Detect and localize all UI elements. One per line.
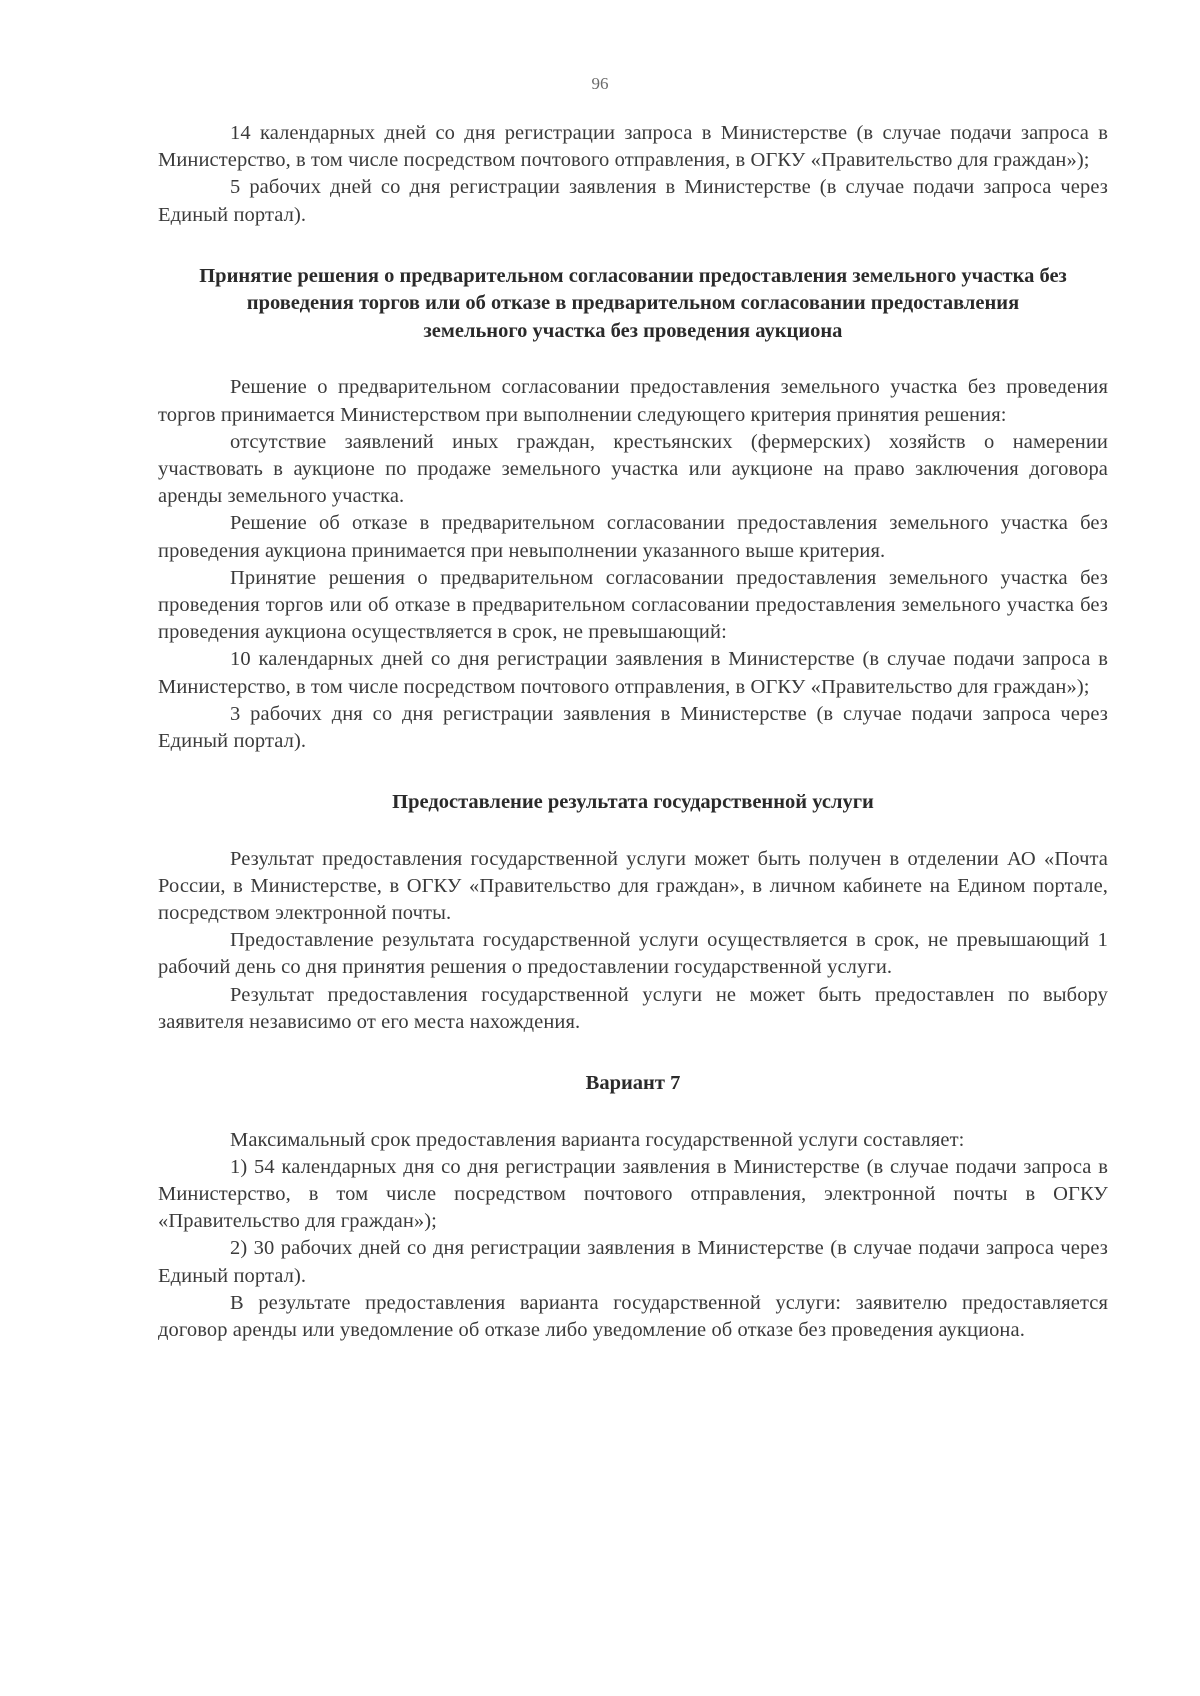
paragraph: Предоставление результата государственной услуги осуществляется в срок, не превышающий 1 рабочий день со дня принятия решения о предоставлении государственной услуги. [158,929,1108,979]
section-heading-result: Предоставление результата государственной услуги [392,791,874,814]
paragraph: Максимальный срок предоставления варианта государственной услуги составляет: [230,1128,965,1151]
paragraph: Принятие решения о предварительном согласовании предоставления земельного участка без проведения торгов или об отказе в предварительном согласовании предоставления земельного участка без проведения аукциона осуществляется в срок, не превышающий: [158,566,1108,644]
page-number: 96 [591,74,609,93]
paragraph: 14 календарных дней со дня регистрации запроса в Министерстве (в случае подачи запроса в Министерство, в том числе посредством почтового отправления, в ОГКУ «Правительство для граждан»); [158,122,1108,172]
paragraph: 1) 54 календарных дня со дня регистрации заявления в Министерстве (в случае подачи запроса в Министерство, в том числе посредством почтового отправления, электронной почты в ОГКУ «Правительство для граждан»); [158,1155,1108,1233]
paragraph: 10 календарных дней со дня регистрации заявления в Министерстве (в случае подачи запроса в Министерство, в том числе посредством почтового отправления, в ОГКУ «Правительство для граждан»); [158,648,1108,698]
paragraph: 2) 30 рабочих дней со дня регистрации заявления в Министерстве (в случае подачи запроса через Единый портал). [158,1237,1108,1287]
paragraph: 3 рабочих дня со дня регистрации заявления в Министерстве (в случае подачи запроса через Единый портал). [158,702,1108,752]
paragraph: Результат предоставления государственной услуги может быть получен в отделении АО «Почта России, в Министерстве, в ОГКУ «Правительство для граждан», в личном кабинете на Едином портале, посредством электронной почты. [158,847,1108,925]
document-body [158,120,1108,1344]
section-heading-variant-7: Вариант 7 [585,1072,681,1095]
paragraph: 5 рабочих дней со дня регистрации заявления в Министерстве (в случае подачи запроса через Единый портал). [158,176,1108,226]
paragraph: В результате предоставления варианта государственной услуги: заявителю предоставляется договор аренды или уведомление об отказе либо уведомление об отказе без проведения аукциона. [158,1291,1108,1341]
paragraph: отсутствие заявлений иных граждан, крестьянских (фермерских) хозяйств о намерении участвовать в аукционе по продаже земельного участка или аукционе на право заключения договора аренды земельного участка. [158,430,1108,508]
paragraph: Результат предоставления государственной услуги не может быть предоставлен по выбору заявителя независимо от его места нахождения. [158,983,1108,1033]
paragraph: Решение о предварительном согласовании предоставления земельного участка без проведения торгов принимается Министерством при выполнении следующего критерия принятия решения: [158,376,1108,426]
paragraph: Решение об отказе в предварительном согласовании предоставления земельного участка без проведения аукциона принимается при невыполнении указанного выше критерия. [158,512,1108,562]
section-heading-decision: Принятие решения о предварительном согласовании предоставления земельного участка без проведения торгов или об отказе в предварительном согласовании предоставления земельного участка без проведения аукциона [199,264,1067,342]
